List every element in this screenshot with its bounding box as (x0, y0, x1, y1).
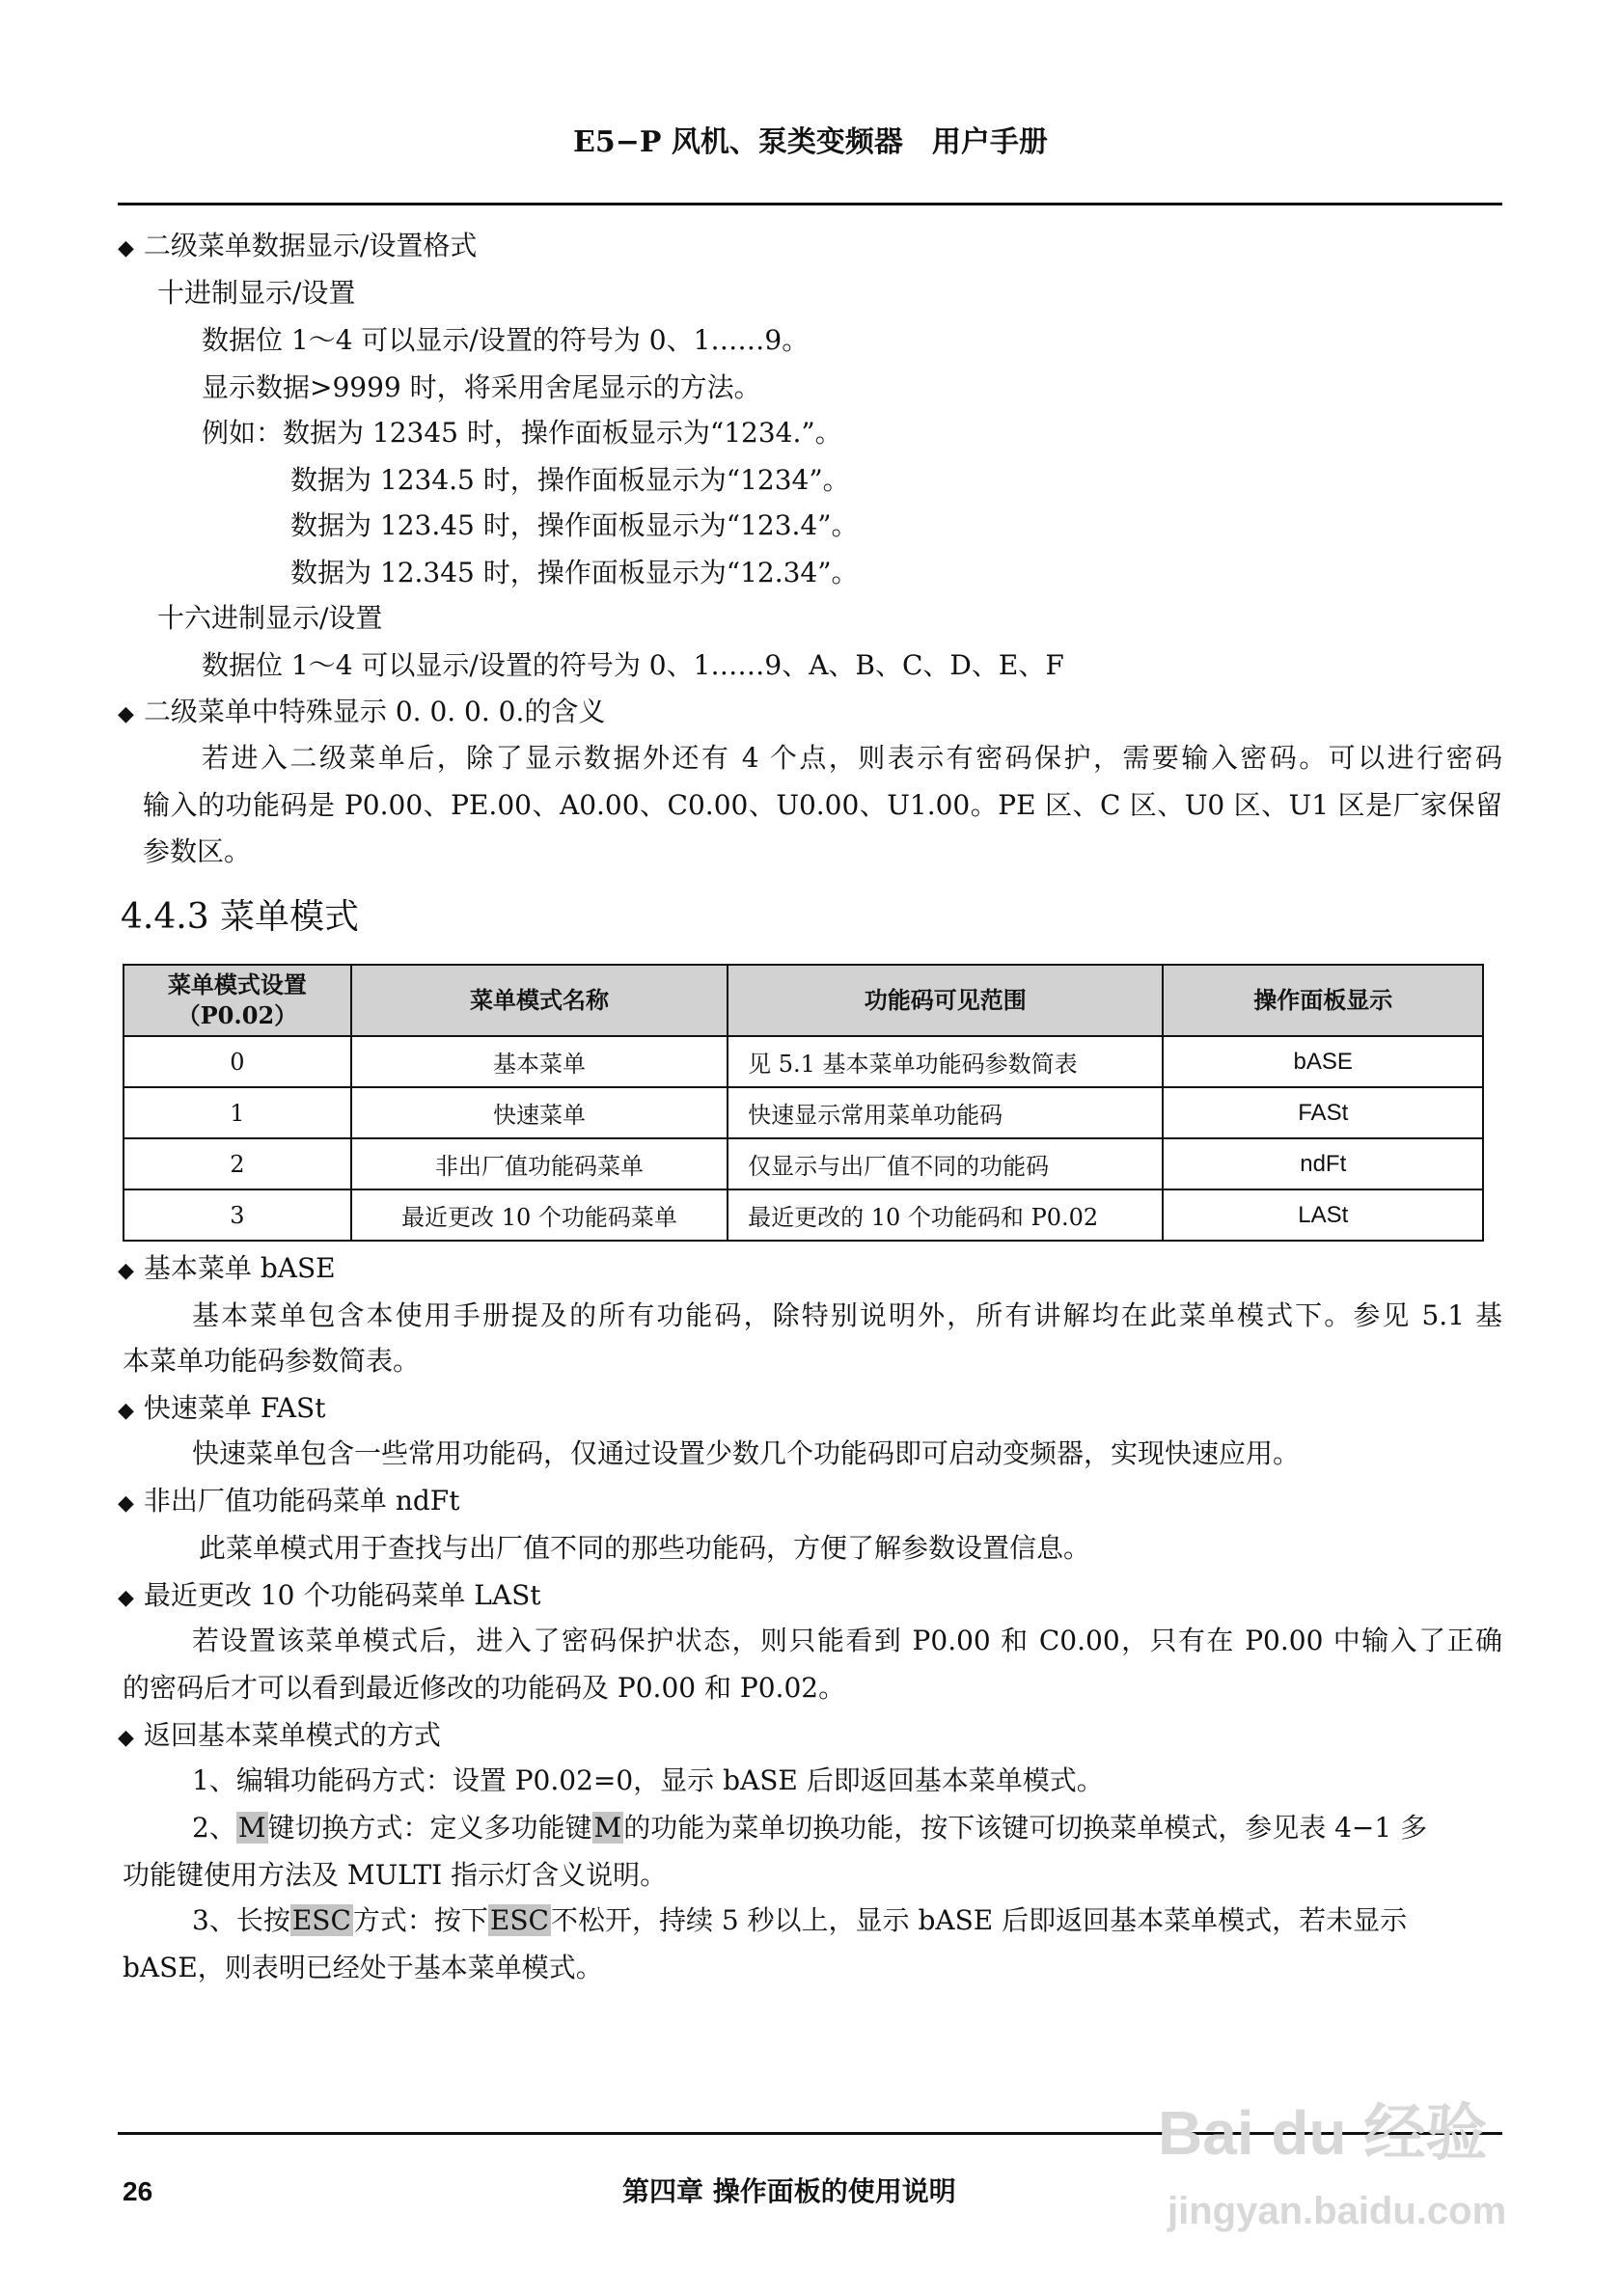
paragraph-line: 功能键使用方法及 MULTI 指示灯含义说明。 (123, 1859, 668, 1891)
cell: 快速显示常用菜单功能码 (728, 1087, 1163, 1138)
bullet-item (118, 1482, 459, 1523)
diamond-bullet-icon: ◆ (118, 1259, 134, 1283)
paragraph-line: 1、编辑功能码方式：设置 P0.02=0，显示 bASE 后即返回基本菜单模式。 (192, 1764, 1104, 1796)
header-rule (118, 203, 1502, 205)
paragraph-line: 显示数据>9999 时，将采用舍尾显示的方法。 (202, 371, 761, 403)
column-header: 功能码可见范围 (728, 965, 1163, 1036)
cell: 非出厂值功能码菜单 (351, 1138, 728, 1189)
diamond-bullet-icon: ◆ (118, 1586, 134, 1610)
paragraph-line: 数据位 1～4 可以显示/设置的符号为 0、1……9。 (202, 324, 810, 356)
chapter-title: 第四章 操作面板的使用说明 (622, 2175, 956, 2207)
cell: 仅显示与出厂值不同的功能码 (728, 1138, 1163, 1189)
text: 返回基本菜单模式的方式 (143, 1719, 441, 1751)
esc-key-highlight: ESC (489, 1904, 549, 1936)
cell: 最近更改的 10 个功能码和 P0.02 (728, 1189, 1163, 1241)
cell: 最近更改 10 个功能码菜单 (351, 1189, 728, 1241)
paragraph-line: 参数区。 (143, 835, 252, 867)
page-header-title: E5−P 风机、泵类变频器 用户手册 (573, 125, 1048, 159)
section-heading: 4.4.3 菜单模式 (121, 897, 360, 937)
m-key-highlight: M (593, 1812, 622, 1844)
paragraph-line: 输入的功能码是 P0.00、PE.00、A0.00、C0.00、U0.00、U1.00。PE 区、C 区、U0 区、U1 区是厂家保留 (143, 789, 1502, 821)
cell: FASt (1163, 1087, 1483, 1138)
diamond-bullet-icon: ◆ (118, 702, 134, 726)
cell: 2 (124, 1138, 351, 1189)
diamond-bullet-icon: ◆ (118, 1399, 134, 1423)
diamond-bullet-icon: ◆ (118, 1491, 134, 1516)
paragraph-line: 快速菜单包含一些常用功能码，仅通过设置少数几个功能码即可启动变频器，实现快速应用。 (192, 1437, 1301, 1469)
text: 二级菜单数据显示/设置格式 (143, 230, 478, 261)
paragraph-line: 若进入二级菜单后，除了显示数据外还有 4 个点，则表示有密码保护，需要输入密码。可以进行密码 (202, 742, 1502, 774)
table-row (124, 1189, 1483, 1241)
column-header: 操作面板显示 (1163, 965, 1483, 1036)
bullet-item (118, 693, 605, 734)
menu-mode-table (123, 964, 1484, 1242)
bullet-item (118, 1249, 336, 1291)
table-row (124, 1138, 1483, 1189)
subheading: 十进制显示/设置 (157, 277, 356, 309)
paragraph-line: 若设置该菜单模式后，进入了密码保护状态，则只能看到 P0.00 和 C0.00，只有在 P0.00 中输入了正确 (192, 1625, 1502, 1656)
cell: 见 5.1 基本菜单功能码参数简表 (728, 1036, 1163, 1087)
table-row (124, 1087, 1483, 1138)
cell: 0 (124, 1036, 351, 1087)
cell: LASt (1163, 1189, 1483, 1241)
text: 最近更改 10 个功能码菜单 LASt (143, 1579, 541, 1611)
watermark-url: jingyan.baidu.com (1168, 2190, 1507, 2232)
paragraph-line: 3、长按ESC方式：按下ESC不松开，持续 5 秒以上，显示 bASE 后即返回基本菜单模式，若未显示 (192, 1904, 1408, 1936)
cell: 基本菜单 (351, 1036, 728, 1087)
page-number: 26 (123, 2176, 153, 2206)
text: 基本菜单 bASE (143, 1252, 336, 1284)
paragraph-line: 数据为 12.345 时，操作面板显示为“12.34”。 (290, 557, 859, 588)
text: 非出厂值功能码菜单 ndFt (143, 1485, 460, 1517)
paragraph-line: 本菜单功能码参数简表。 (123, 1345, 421, 1377)
paragraph-line: 数据为 1234.5 时，操作面板显示为“1234”。 (290, 464, 850, 496)
cell: 快速菜单 (351, 1087, 728, 1138)
subheading: 十六进制显示/设置 (157, 602, 383, 634)
paragraph-line: 数据位 1～4 可以显示/设置的符号为 0、1……9、A、B、C、D、E、F (202, 649, 1064, 681)
column-header: 菜单模式设置 （P0.02） (124, 965, 351, 1036)
bullet-item (118, 1576, 541, 1618)
paragraph-line: bASE，则表明已经处于基本菜单模式。 (123, 1952, 603, 1983)
paragraph-line: 基本菜单包含本使用手册提及的所有功能码，除特别说明外，所有讲解均在此菜单模式下。参见 5.1 基 (192, 1299, 1502, 1331)
table-row (124, 1036, 1483, 1087)
column-header: 菜单模式名称 (351, 965, 728, 1036)
text: 二级菜单中特殊显示 0. 0. 0. 0.的含义 (143, 696, 606, 727)
baidu-watermark-logo: Bai du 经验 (1158, 2098, 1488, 2168)
table-header-row (124, 965, 1483, 1036)
cell: 3 (124, 1189, 351, 1241)
bullet-item (118, 1716, 441, 1758)
cell: ndFt (1163, 1138, 1483, 1189)
paragraph-line: 此菜单模式用于查找与出厂值不同的那些功能码，方便了解参数设置信息。 (199, 1532, 1091, 1564)
diamond-bullet-icon: ◆ (118, 1726, 134, 1750)
paragraph-line: 2、M键切换方式：定义多功能键M的功能为菜单切换功能，按下该键可切换菜单模式，参见表 4−1 多 (192, 1812, 1428, 1844)
cell: bASE (1163, 1036, 1483, 1087)
text: 快速菜单 FASt (143, 1392, 326, 1424)
cell: 1 (124, 1087, 351, 1138)
bullet-item (118, 1389, 325, 1431)
paragraph-line: 数据为 123.45 时，操作面板显示为“123.4”。 (290, 509, 859, 541)
bullet-item (118, 227, 477, 268)
paragraph-line: 的密码后才可以看到最近修改的功能码及 P0.00 和 P0.02。 (123, 1672, 846, 1704)
diamond-bullet-icon: ◆ (118, 236, 134, 260)
paragraph-line: 例如：数据为 12345 时，操作面板显示为“1234.”。 (202, 417, 842, 449)
m-key-highlight: M (237, 1812, 266, 1844)
esc-key-highlight: ESC (291, 1904, 351, 1936)
